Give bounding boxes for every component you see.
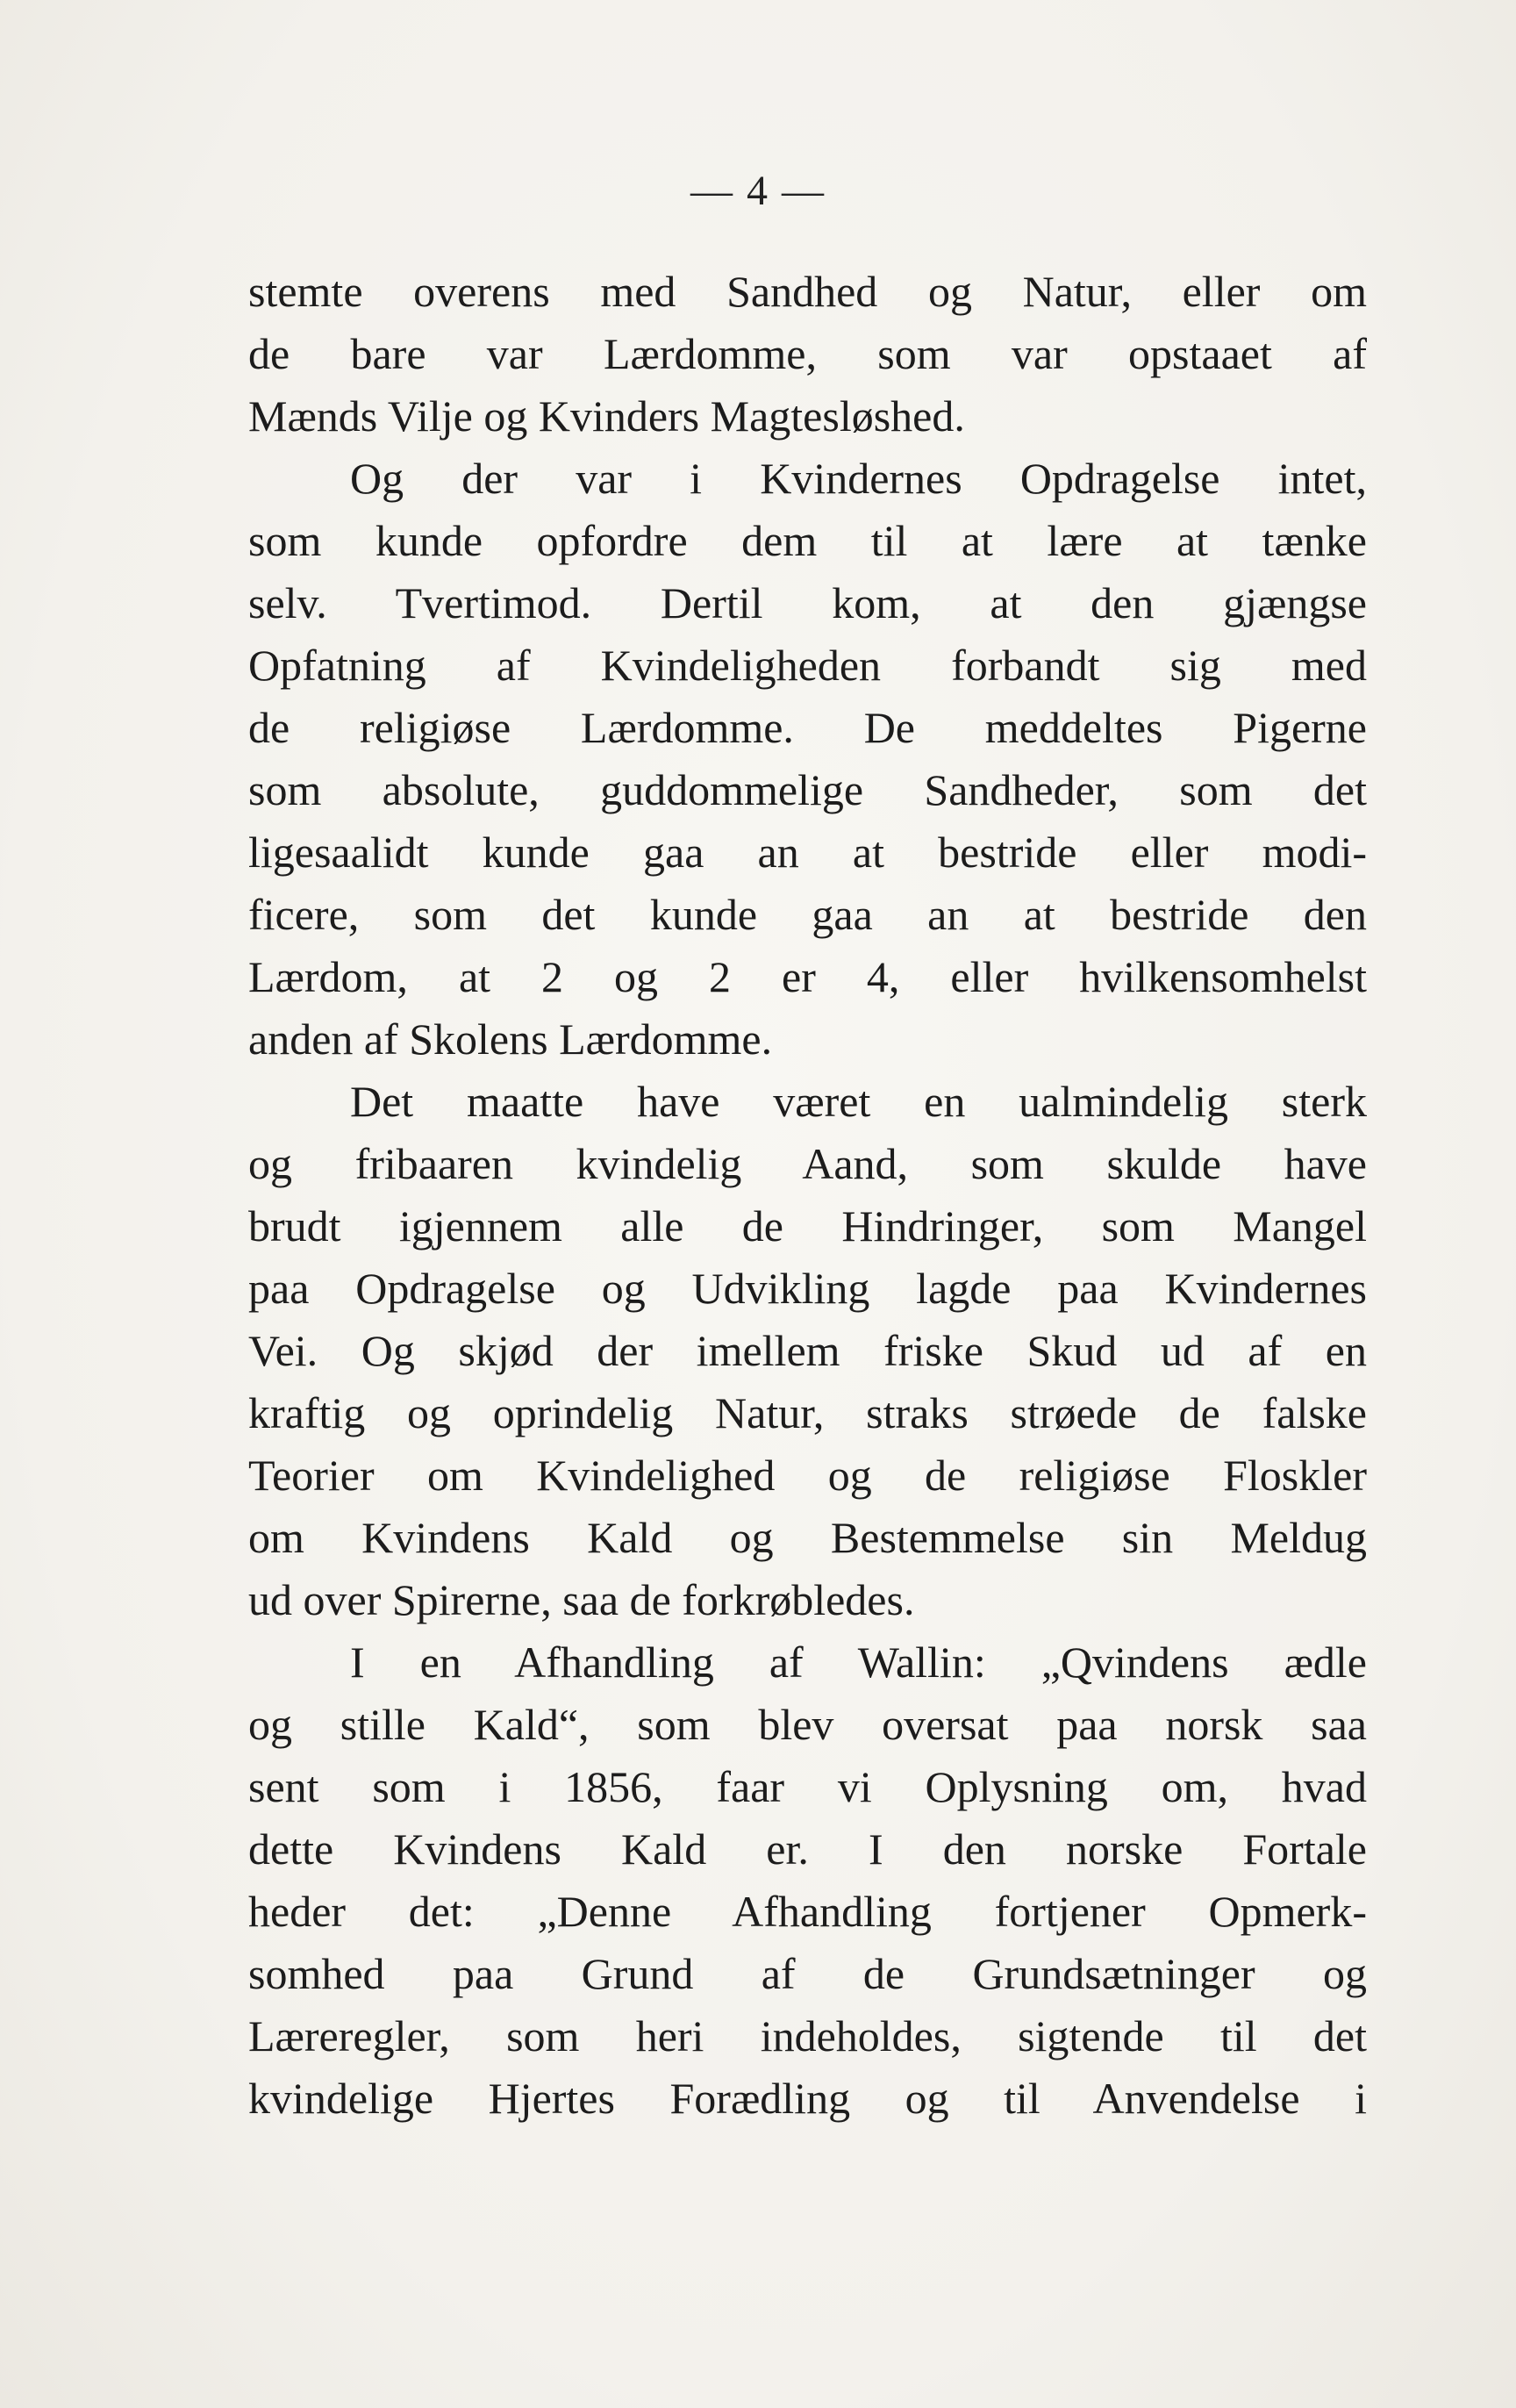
text-line: Vei. Og skjød der imellem friske Skud ud af en [248, 1326, 1367, 1375]
text-line: Det maatte have været en ualmindelig sterk [350, 1077, 1367, 1126]
text-line: Læreregler, som heri indeholdes, sigtende til det [248, 2011, 1367, 2060]
text-line: de religiøse Lærdomme. De meddeltes Pigerne [248, 703, 1367, 752]
text-line: anden af Skolens Lærdomme. [248, 1014, 773, 1064]
text-line: ficere, som det kunde gaa an at bestride den [248, 890, 1367, 939]
text-line: ligesaalidt kunde gaa an at bestride eller modi- [248, 828, 1367, 877]
text-line: Teorier om Kvindelighed og de religiøse Floskler [248, 1451, 1367, 1500]
body-text [248, 261, 1367, 2130]
text-line: Mænds Vilje og Kvinders Magtesløshed. [248, 391, 965, 441]
text-line: selv. Tvertimod. Dertil kom, at den gjængse [248, 578, 1367, 627]
text-line: kvindelige Hjertes Forædling og til Anvendelse i [248, 2074, 1367, 2123]
text-line: som absolute, guddommelige Sandheder, som det [248, 765, 1367, 814]
text-line: Lærdom, at 2 og 2 er 4, eller hvilkensomhelst [248, 952, 1367, 1001]
text-line: paa Opdragelse og Udvikling lagde paa Kvindernes [248, 1264, 1367, 1313]
page-number: — 4 — [690, 168, 826, 214]
text-line: ud over Spirerne, saa de forkrøbledes. [248, 1575, 915, 1624]
text-line: Opfatning af Kvindeligheden forbandt sig med [248, 641, 1367, 690]
text-line: sent som i 1856, faar vi Oplysning om, hvad [248, 1762, 1367, 1811]
text-line: Og der var i Kvindernes Opdragelse intet, [350, 454, 1367, 503]
text-line: somhed paa Grund af de Grundsætninger og [248, 1949, 1367, 1998]
text-line: I en Afhandling af Wallin: „Qvindens ædle [350, 1638, 1367, 1687]
text-line: heder det: „Denne Afhandling fortjener Opmerk- [248, 1887, 1367, 1936]
text-line: stemte overens med Sandhed og Natur, eller om [248, 267, 1367, 316]
text-line: om Kvindens Kald og Bestemmelse sin Meldug [248, 1513, 1367, 1562]
text-line: kraftig og oprindelig Natur, straks strøede de falske [248, 1388, 1367, 1437]
text-line: og stille Kald“, som blev oversat paa norsk saa [248, 1700, 1367, 1749]
text-line: og fribaaren kvindelig Aand, som skulde have [248, 1139, 1367, 1188]
text-line: dette Kvindens Kald er. I den norske Fortale [248, 1824, 1367, 1874]
text-line: brudt igjennem alle de Hindringer, som Mangel [248, 1201, 1367, 1251]
text-line: som kunde opfordre dem til at lære at tænke [248, 516, 1367, 565]
text-line: de bare var Lærdomme, som var opstaaet af [248, 329, 1367, 378]
